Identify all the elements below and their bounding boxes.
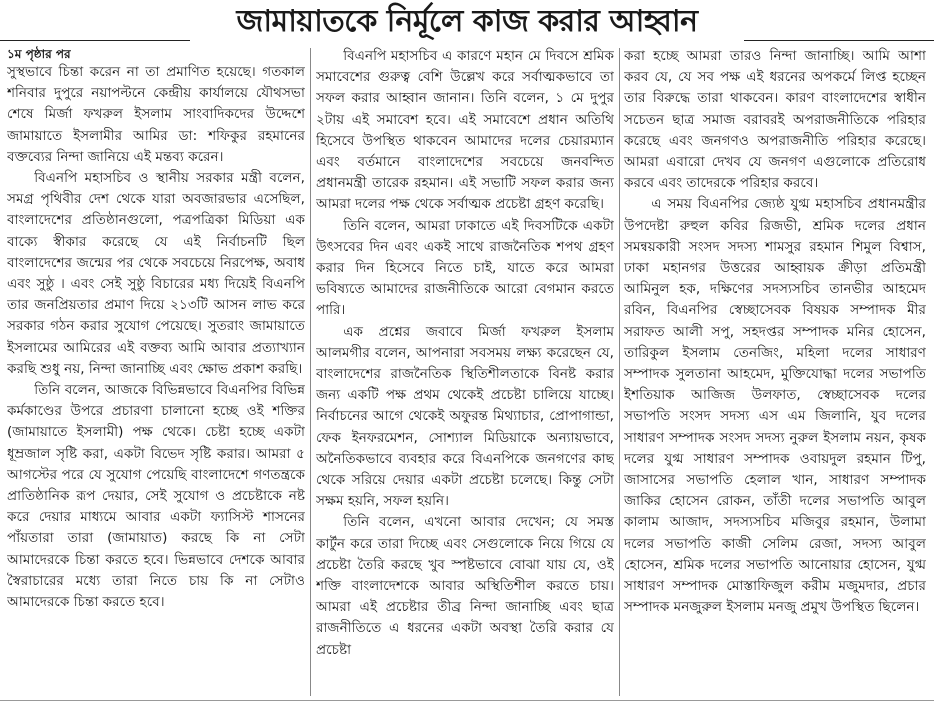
article-column-1	[7, 46, 305, 698]
article-column-2	[316, 46, 614, 698]
paragraph: এক প্রশ্নের জবাবে মির্জা ফখরুল ইসলাম আলমগীর বলেন, আপনারা সবসময় লক্ষ্য করেছেন যে, বাংলাদেশের রাজনৈতিক স্থিতিশীলতাকে বিনষ্ট করার জন্য একটি পক্ষ প্রথম থেকেই প্রচেষ্টা চালিয়ে যাচ্ছে। নির্বাচনের আগে থেকেই অফুরন্ত মিথ্যাচার, প্রোপাগান্ডা, ফেক ইনফরমেশন, সোশ্যাল মিডিয়াকে অন্যায়ভাবে, অনৈতিকভাবে ব্যবহার করে বিএনপিকে জনগণের কাছ থেকে সরিয়ে দেয়ার একটা প্রচেষ্টা চলেছে। কিন্তু সেটা সক্ষম হয়নি, সফল হয়নি।	[316, 323, 614, 510]
continued-from-label: ১ম পৃষ্ঠার পর	[7, 47, 71, 61]
paragraph: করা হচ্ছে আমরা তারও নিন্দা জানাচ্ছি। আমি আশা করব যে, যে সব পক্ষ এই ধরনের অপকর্মে লিপ্ত হচ্ছেন তার বিরুদ্ধে তারা থাকবেন। কারণ বাংলাদেশের স্বাধীন সচেতন ছাত্র সমাজ বরাবরই অপরাজনীতিকে পরিহার করেছে এবং জনগণও অপরাজনীতি পরিহার করেছে। আমরা এবারো দেখব যে জনগণ এগুলোকে প্রতিরোধ করবে এবং তাদেরকে পরিহার করবে।	[624, 48, 926, 192]
headline: জামায়াতকে নির্মূলে কাজ করার আহ্বান	[236, 4, 698, 39]
paragraph: তিনি বলেন, এখনো আবার দেখেন; যে সমস্ত কার্টুন করে তারা দিচ্ছে এবং সেগুলোকে নিয়ে গিয়ে যে প্রচেষ্টা তৈরি করছে খুব স্পষ্টভাবে বোঝা যায় যে, ওই শক্তি বাংলাদেশকে আবার অস্থিতিশীল করতে চায়। আমরা এই প্রচেষ্টার তীব্র নিন্দা জানাচ্ছি এবং ছাত্র রাজনীতিতে এ ধরনের একটা অবস্থা তৈরি করার যে প্রচেষ্টা	[316, 514, 614, 658]
article-column-3	[624, 46, 926, 698]
column-divider	[619, 48, 620, 696]
paragraph: তিনি বলেন, আজকে বিভিন্নভাবে বিএনপির বিভিন্ন কর্মকাণ্ডের উপরে প্রচারণা চালানো হচ্ছে ওই শক্তির (জামায়াতে ইসলামী) পক্ষ থেকে। চেষ্টা হচ্ছে একটা ধূম্রজাল সৃষ্টি করা, একটা বিভেদ সৃষ্টি করার। আমরা ৫ আগস্টের পরে যে সুযোগ পেয়েছি বাংলাদেশে গণতন্ত্রকে প্রাতিষ্ঠানিক রূপ দেয়ার, সেই সুযোগ ও প্রচেষ্টাকে নষ্ট করে দেয়ার মাধ্যমে আবার একটা ফ্যাসিস্ট শাসনের পাঁয়তারা তারা (জামায়াত) করছে কি না সেটা আমাদেরকে চিন্তা করতে হবে। ভিন্নভাবে দেশকে আবার স্বৈরাচারের মধ্যে তারা নিতে চায় কি না সেটাও আমাদেরকে চিন্তা করতে হবে।	[7, 382, 305, 611]
paragraph: এ সময় বিএনপির জ্যেষ্ঠ যুগ্ম মহাসচিব প্রধানমন্ত্রীর উপদেষ্টা রুহুল কবির রিজভী, শ্রমিক দলের প্রধান সমন্বয়কারী সংসদ সদস্য শামসুর রহমান শিমুল বিশ্বাস, ঢাকা মহানগর উত্তরের আহ্বায়ক ক্রীড়া প্রতিমন্ত্রী আমিনুল হক, দক্ষিণের সদস্যসচিব তানভীর আহমেদ রবিন, বিএনপির স্বেচ্ছাসেবক বিষয়ক সম্পাদক মীর সরাফত আলী সপু, সহদপ্তর সম্পাদক মনির হোসেন, তারিকুল ইসলাম তেনজিং, মহিলা দলের সাধারণ সম্পাদক সুলতানা আহমেদ, মুক্তিযোদ্ধা দলের সভাপতি ইশতিয়াক আজিজ উলফাত, স্বেচ্ছাসেবক দলের সভাপতি সংসদ সদস্য এস এম জিলানি, যুব দলের সাধারণ সম্পাদক সংসদ সদস্য নুরুল ইসলাম নয়ন, কৃষক দলের যুগ্ম সাধারণ সম্পাদক ওবায়দুল রহমান টিপু, জাসাসের সভাপতি হেলাল খান, সাধারণ সম্পাদক জাকির হোসেন রোকন, তাঁতী দলের সভাপতি আবুল কালাম আজাদ, সদস্যসচিব মজিবুর রহমান, উলামা দলের সভাপতি কাজী সেলিম রেজা, সদস্য আবুল হোসেন, শ্রমিক দলের সভাপতি আনোয়ার হোসেন, যুগ্ম সাধারণ সম্পাদক মোস্তাফিজুল করীম মজুমদার, প্রচার সম্পাদক মনজুরুল ইসলাম মনজু প্রমুখ উপস্থিত ছিলেন।	[624, 196, 926, 616]
paragraph: বিএনপি মহাসচিব ও স্থানীয় সরকার মন্ত্রী বলেন, সমগ্র পৃথিবীর দেশ থেকে যারা অবজারভার এসেছিল, বাংলাদেশের প্রতিষ্ঠানগুলো, পত্রপত্রিকা মিডিয়া এক বাক্যে স্বীকার করেছে যে এই নির্বাচনটি ছিল বাংলাদেশের জন্মের পর থেকে সবচেয়ে নিরপেক্ষ, অবাধ এবং সুষ্ঠু । এবং সেই সুষ্ঠু বিচারের মধ্য দিয়েই বিএনপি তার জনপ্রিয়তার প্রমাণ দিয়ে ২১৩টি আসন লাভ করে সরকার গঠন করার সুযোগ পেয়েছে। সুতরাং জামায়াতে ইসলামের আমিরের এই বক্তব্য আমি আবার প্রত্যাখ্যান করছি শুধু নয়, নিন্দা জানাচ্ছি এবং ক্ষোভ প্রকাশ করছি।	[7, 170, 305, 377]
bottom-rule	[0, 700, 934, 701]
paragraph: সুস্থভাবে চিন্তা করেন না তা প্রমাণিত হয়েছে। গতকাল শনিবার দুপুরে নয়াপল্টনে কেন্দ্রীয় কার্যালয়ে যৌথসভা শেষে মির্জা ফখরুল ইসলাম সাংবাদিকদের উদ্দেশে জামায়াতে ইসলামীর আমির ডা: শফিকুর রহমানের বক্তব্যের নিন্দা জানিয়ে এই মন্তব্য করেন।	[7, 64, 305, 165]
column-divider	[310, 48, 311, 696]
paragraph: তিনি বলেন, আমরা ঢাকাতে এই দিবসটিকে একটা উৎসবের দিন এবং একই সাথে রাজনৈতিক শপথ গ্রহণ করার দিন হিসেবে নিতে চাই, যাতে করে আমরা ভবিষ্যতে আমাদের রাজনীতিকে আরো বেগমান করতে পারি।	[316, 217, 614, 319]
paragraph: বিএনপি মহাসচিব এ কারণে মহান মে দিবসে শ্রমিক সমাবেশের গুরুত্ব বেশি উল্লেখ করে সর্বাত্মকভাবে তা সফল করার আহ্বান জানান। তিনি বলেন, ১ মে দুপুর ২টায় এই সমাবেশ হবে। এই সমাবেশে প্রধান অতিথি হিসেবে উপস্থিত থাকবেন আমাদের দলের চেয়ারম্যান এবং বর্তমানে বাংলাদেশের সবচেয়ে জনবন্দিত প্রধানমন্ত্রী তারেক রহমান। এই সভাটি সফল করার জন্য আমরা দলের পক্ষ থেকে সর্বাত্মক প্রচেষ্টা গ্রহণ করেছি।	[316, 48, 614, 213]
